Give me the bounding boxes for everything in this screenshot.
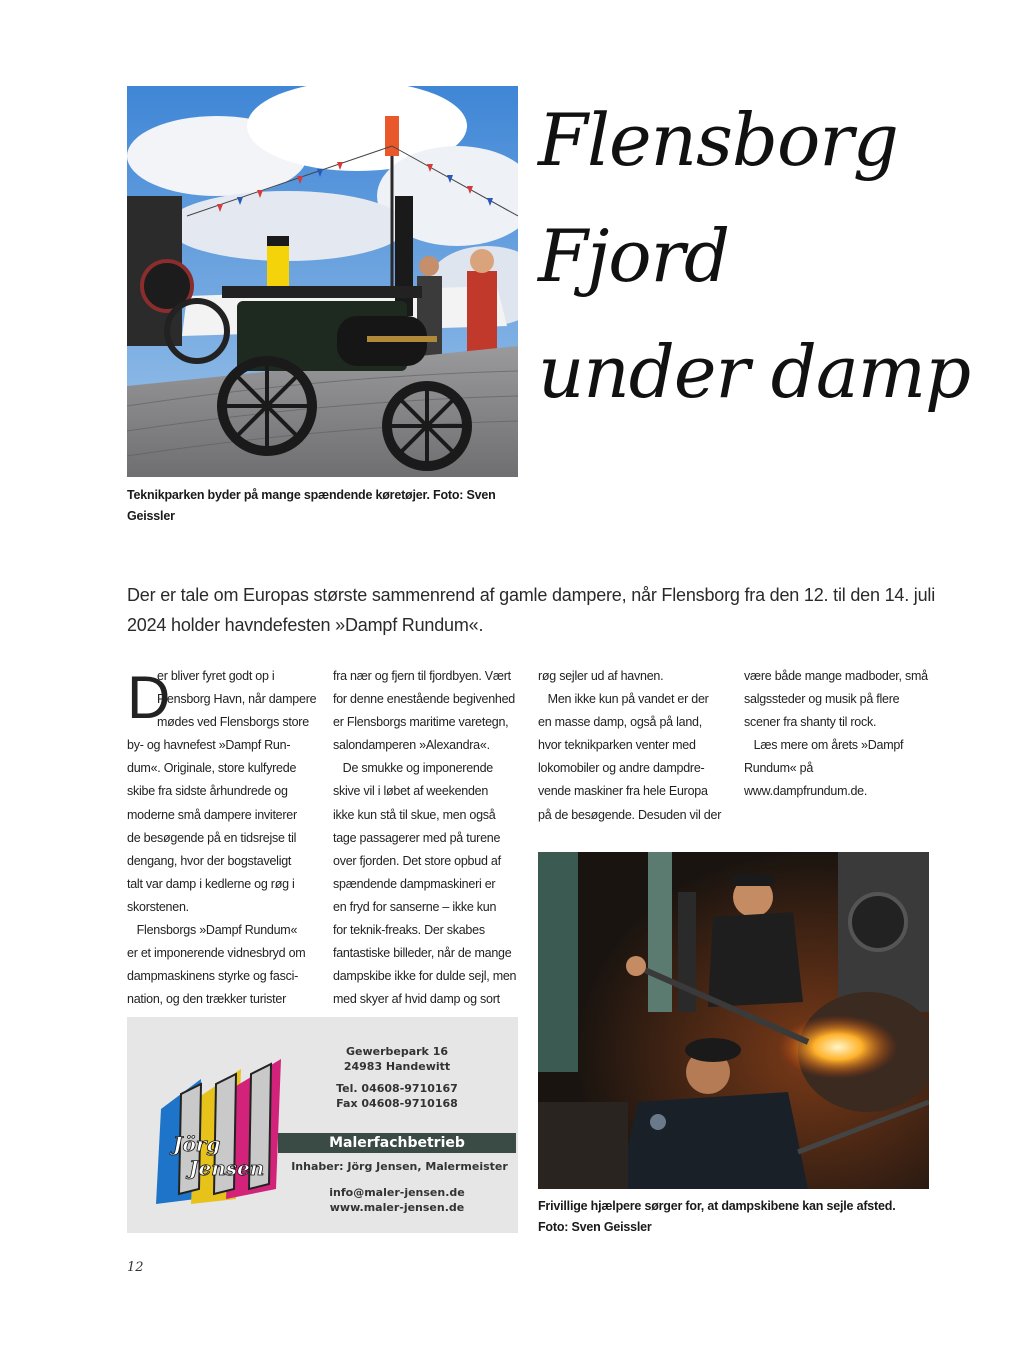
- headline-line-1: Flensborg: [538, 98, 898, 182]
- body-line: tage passagerer med på turene: [333, 830, 501, 845]
- ad-banner: Malerfachbetrieb: [278, 1133, 516, 1153]
- body-line: er et imponerende vidnesbryd om: [127, 946, 306, 961]
- headline: [538, 82, 998, 430]
- body-line: mødes ved Flensborgs store: [157, 715, 309, 730]
- photo-steam-engine: [127, 86, 518, 477]
- body-line: en masse damp, også på land,: [538, 715, 702, 730]
- ad-website: www.maler-jensen.de: [329, 1201, 465, 1214]
- body-line: talt var damp i kedlerne og røg i: [127, 876, 295, 891]
- body-line: skive vil i løbet af weekenden: [333, 784, 489, 799]
- body-line: Rundum« på: [744, 761, 814, 776]
- body-line: røg sejler ud af havnen.: [538, 669, 664, 683]
- body-column-3: [538, 665, 728, 827]
- lead-paragraph: Der er tale om Europas største sammenrend af gamle dampere, når Flensborg fra den 12. til den 14. juli 2024 holder havndefesten »Dampf Rundum«.: [127, 585, 936, 635]
- headline-line-3: under damp: [538, 330, 971, 414]
- body-line: være både mange madboder, små: [744, 669, 928, 683]
- body-line: salgssteder og musik på flere: [744, 692, 900, 707]
- advertisement-maler-jensen: [127, 1017, 518, 1233]
- jorg-jensen-logo: [141, 1039, 301, 1219]
- body-line: scener fra shanty til rock.: [744, 715, 877, 730]
- ad-address-city: 24983 Handewitt: [343, 1060, 451, 1073]
- body-line: ikke kun stå til skue, men også: [333, 807, 496, 822]
- body-line: dampmaskinens styrke og fasci-: [127, 969, 299, 984]
- body-line: skorstenen.: [127, 899, 189, 914]
- ad-owner: Inhaber: Jörg Jensen, Malermeister: [291, 1160, 508, 1173]
- ad-address-street: Gewerbepark 16: [345, 1045, 449, 1058]
- body-line: by- og havnefest »Dampf Run-: [127, 738, 291, 753]
- body-line: nation, og den trækker turister: [127, 992, 286, 1007]
- body-line: en fryd for sanserne – ikke kun: [333, 899, 497, 914]
- svg-text:Jensen: Jensen: [189, 1156, 265, 1180]
- body-line: Men ikke kun på vandet er der: [538, 692, 709, 707]
- body-line: De smukke og imponerende: [333, 761, 494, 776]
- svg-text:Jörg: Jörg: [173, 1132, 221, 1156]
- body-line: dengang, hvor der bogstaveligt: [127, 853, 292, 868]
- body-line: moderne små dampere inviterer: [127, 807, 297, 822]
- body-column-4: [744, 665, 934, 804]
- body-line: med skyer af hvid damp og sort: [333, 992, 500, 1007]
- body-line: over fjorden. Det store opbud af: [333, 853, 501, 868]
- ad-phone: Tel. 04608-9710167: [336, 1082, 458, 1095]
- body-line: for teknik-freaks. Der skabes: [333, 923, 485, 938]
- body-line: spændende dampmaskineri er: [333, 876, 496, 891]
- body-line: skibe fra sidste århundrede og: [127, 784, 288, 799]
- ad-fax: Fax 04608-9710168: [336, 1097, 458, 1110]
- body-line: fantastiske billeder, når de mange: [333, 946, 512, 961]
- body-line: for denne enestående begivenhed: [333, 692, 515, 707]
- photo-caption-top: Teknikparken byder på mange spændende køretøjer. Foto: Sven Geissler: [127, 488, 496, 523]
- body-line: hvor teknikparken venter med: [538, 738, 696, 753]
- body-line: Flensborg Havn, når dampere: [157, 692, 317, 707]
- body-line: vende maskiner fra hele Europa: [538, 784, 708, 799]
- body-line: dum«. Originale, store kulfyrede: [127, 761, 297, 776]
- body-line: salondamperen »Alexandra«.: [333, 738, 490, 753]
- body-line: lokomobiler og andre dampdre-: [538, 761, 705, 776]
- headline-line-2: Fjord: [538, 214, 730, 298]
- body-column-2: [333, 665, 523, 1011]
- body-line: på de besøgende. Desuden vil der: [538, 807, 722, 822]
- body-column-1: [127, 665, 317, 1011]
- body-line: Flensborgs »Dampf Rundum«: [127, 923, 298, 938]
- ad-email: info@maler-jensen.de: [329, 1186, 465, 1199]
- drop-cap: D: [127, 664, 171, 731]
- photo-caption-bottom: Frivillige hjælpere sørger for, at dampskibene kan sejle afsted. Foto: Sven Geissler: [538, 1199, 896, 1234]
- body-line: fra nær og fjern til fjordbyen. Vært: [333, 669, 511, 683]
- body-line: de besøgende på en tidsrejse til: [127, 830, 297, 845]
- body-line: dampskibe ikke for dulde sejl, men: [333, 969, 517, 984]
- body-line: er Flensborgs maritime varetegn,: [333, 715, 509, 730]
- page-number: 12: [127, 1260, 144, 1275]
- body-line: Læs mere om årets »Dampf: [744, 738, 904, 753]
- body-line: er bliver fyret godt op i: [157, 669, 275, 683]
- body-line: www.dampfrundum.de.: [744, 784, 868, 799]
- photo-stokers-furnace: [538, 852, 929, 1189]
